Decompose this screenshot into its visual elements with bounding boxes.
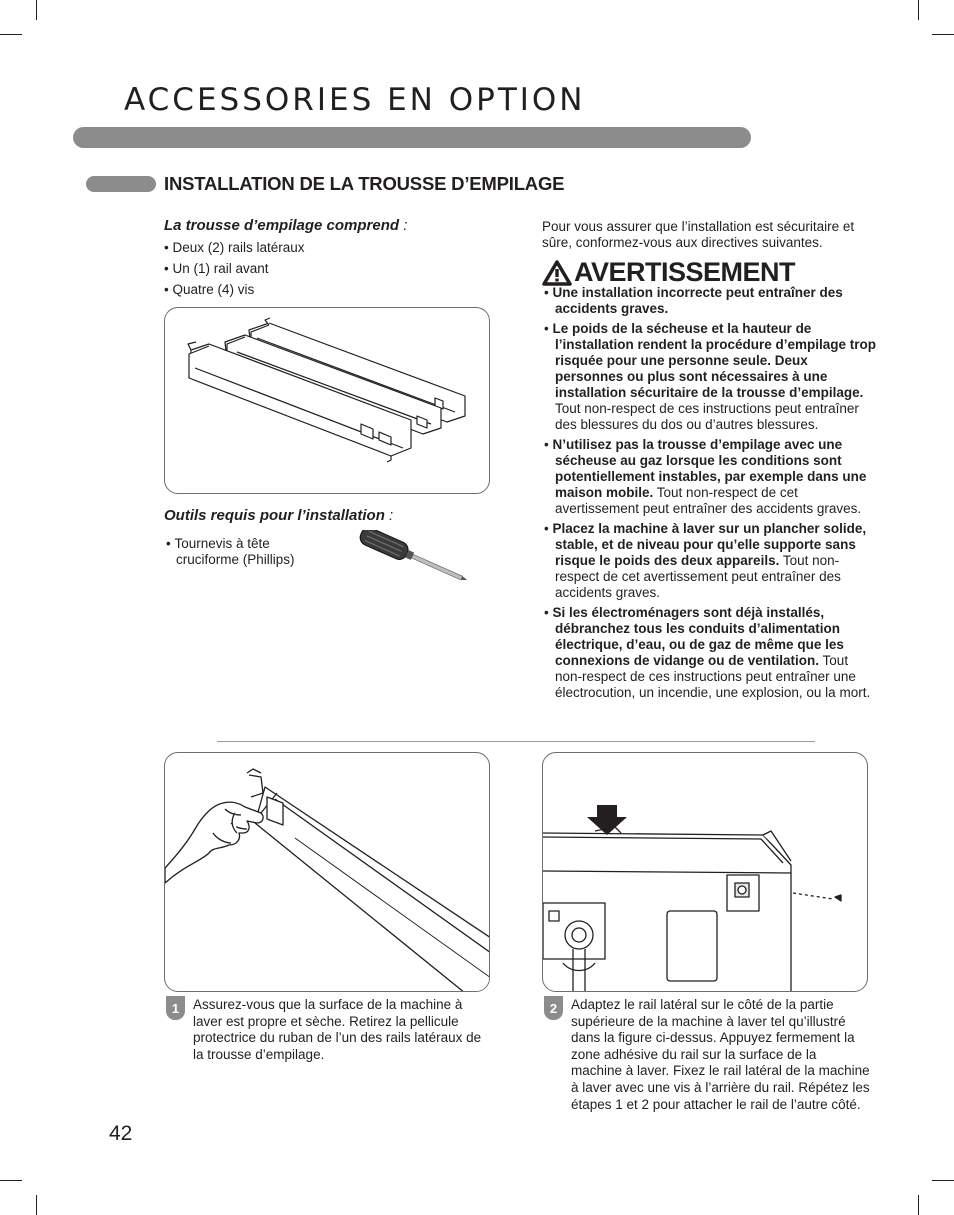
warning-item: • Si les électroménagers sont déjà installés, débranchez tous les conduits d’alimentation électrique, d’eau, ou de gaz de même que les connexions de vidange ou de ventilation. Tout non-respect de ces instructions peut entraîner une électrocution, un incendie, une explosion, ou la mort. [544, 605, 871, 700]
kit-list [164, 237, 305, 300]
screwdriver-icon [355, 530, 480, 585]
section-divider [217, 741, 815, 742]
warning-item: • Placez la machine à laver sur un plancher solide, stable, et de niveau pour qu’elle supporte sans risque le poids des deux appareils. Tout non-respect de cet avertissement peut entraîner des accidents graves. [544, 521, 867, 600]
tools-item-line: cruciforme (Phillips) [176, 552, 295, 567]
warning-item: • Le poids de la sécheuse et la hauteur de l’installation rendent la procédure d’empilage trop risquée pour une personne seule. Deux personnes ou plus sont nécessaires à une installation sécuritaire de la trousse d’empilage. Tout non-respect de ces instructions peut entraîner des blessures du dos ou d’autres blessures. [544, 321, 877, 432]
tools-heading-text: Outils requis pour l’installation [164, 507, 385, 524]
tools-bullet: • [166, 536, 171, 551]
section-pill [86, 176, 156, 192]
warning-item-normal: Tout non-respect de ces instructions peut entraîner une électrocution, un incendie, une explosion, ou la mort. [555, 653, 871, 700]
kit-item: • Un (1) rail avant [164, 258, 305, 279]
warning-item: • Une installation incorrecte peut entraîner des accidents graves. [544, 285, 843, 316]
warning-title: AVERTISSEMENT [574, 257, 796, 287]
warning-item-bold: N’utilisez pas la trousse d’empilage avec une sécheuse au gaz lorsque les conditions sont potentiellement instables, par exemple dans une maison mobile. [552, 437, 867, 500]
warning-item-normal: Tout non-respect de ces instructions peut entraîner des blessures du dos ou d’autres blessures. [555, 401, 859, 432]
warning-item: • N’utilisez pas la trousse d’empilage avec une sécheuse au gaz lorsque les conditions sont potentiellement instables, par exemple dans une maison mobile. Tout non-respect de cet avertissement peut entraîner des accidents graves. [544, 437, 867, 516]
stacking-rails-illustration [165, 308, 490, 494]
crop-mark [918, 0, 919, 20]
title-bar [73, 127, 751, 148]
step-2-badge: 2 [544, 996, 563, 1020]
intro-text: Pour vous assurer que l’installation est sécuritaire et sûre, conformez-vous aux directives suivantes. [542, 219, 855, 250]
warning-list [542, 285, 877, 705]
crop-mark [932, 1180, 954, 1181]
tools-heading-colon: : [384, 507, 394, 524]
warning-triangle-icon [542, 260, 572, 286]
tools-item-line: Tournevis à tête [174, 536, 270, 551]
warning-heading [542, 257, 795, 288]
warning-item-bold: Si les électroménagers sont déjà installés, débranchez tous les conduits d’alimentation électrique, d’eau, ou de gaz de même que les connexions de vidange ou de ventilation. [552, 605, 844, 668]
kit-heading [164, 217, 407, 234]
crop-mark [36, 0, 37, 20]
page-title: ACCESSORIES EN OPTION [124, 82, 586, 118]
warning-item-bold: Placez la machine à laver sur un plancher solide, stable, et de niveau pour qu’elle supporte sans risque le poids des deux appareils. [552, 521, 867, 568]
warning-item-normal: Tout non-respect de cet avertissement peut entraîner des accidents graves. [555, 485, 862, 516]
kit-heading-colon: : [399, 217, 408, 234]
crop-mark [0, 34, 22, 35]
crop-mark [36, 1195, 37, 1215]
kit-item: • Quatre (4) vis [164, 279, 305, 300]
step-1-text: Assurez-vous que la surface de la machine à laver est propre et sèche. Retirez la pellicule protectrice du ruban de l’un des rails latéraux de la trousse d’empilage. [193, 997, 482, 1062]
page-number: 42 [109, 1122, 133, 1145]
kit-heading-text: La trousse d’empilage comprend [164, 217, 400, 234]
crop-mark [918, 1195, 919, 1215]
arrow-down-icon [587, 805, 627, 835]
tools-heading [164, 507, 393, 524]
step-1-badge: 1 [166, 996, 185, 1020]
kit-illustration-frame [164, 307, 490, 494]
tools-item [166, 536, 295, 568]
section-title: INSTALLATION DE LA TROUSSE D’EMPILAGE [164, 173, 565, 194]
kit-item: • Deux (2) rails latéraux [164, 237, 305, 258]
warning-item-bold: Le poids de la sécheuse et la hauteur de l’installation rendent la procédure d’empilage trop risquée pour une personne seule. Deux personnes ou plus sont nécessaires à une installation sécuritaire de la trousse d’empilage. [552, 321, 877, 400]
step-2-illustration-frame [542, 752, 868, 992]
crop-mark [932, 34, 954, 35]
washer-rail-installation-illustration [543, 753, 868, 992]
warning-item-normal: Tout non-respect de cet avertissement peut entraîner des accidents graves. [555, 553, 841, 600]
warning-item-bold: Une installation incorrecte peut entraîner des accidents graves. [552, 285, 843, 316]
step-1-illustration-frame [164, 752, 490, 992]
step-2-text: Adaptez le rail latéral sur le côté de la partie supérieure de la machine à laver tel qu’illustré dans la figure ci-dessus. Appuyez fermement la zone adhésive du rail sur la surface de la machine à laver. Fixez le rail latéral de la machine à laver avec une vis à l’arrière du rail. Répétez les étapes 1 et 2 pour attacher le rail de l’autre côté. [571, 997, 870, 1112]
hand-peeling-tape-illustration [165, 753, 490, 992]
crop-mark [0, 1180, 22, 1181]
